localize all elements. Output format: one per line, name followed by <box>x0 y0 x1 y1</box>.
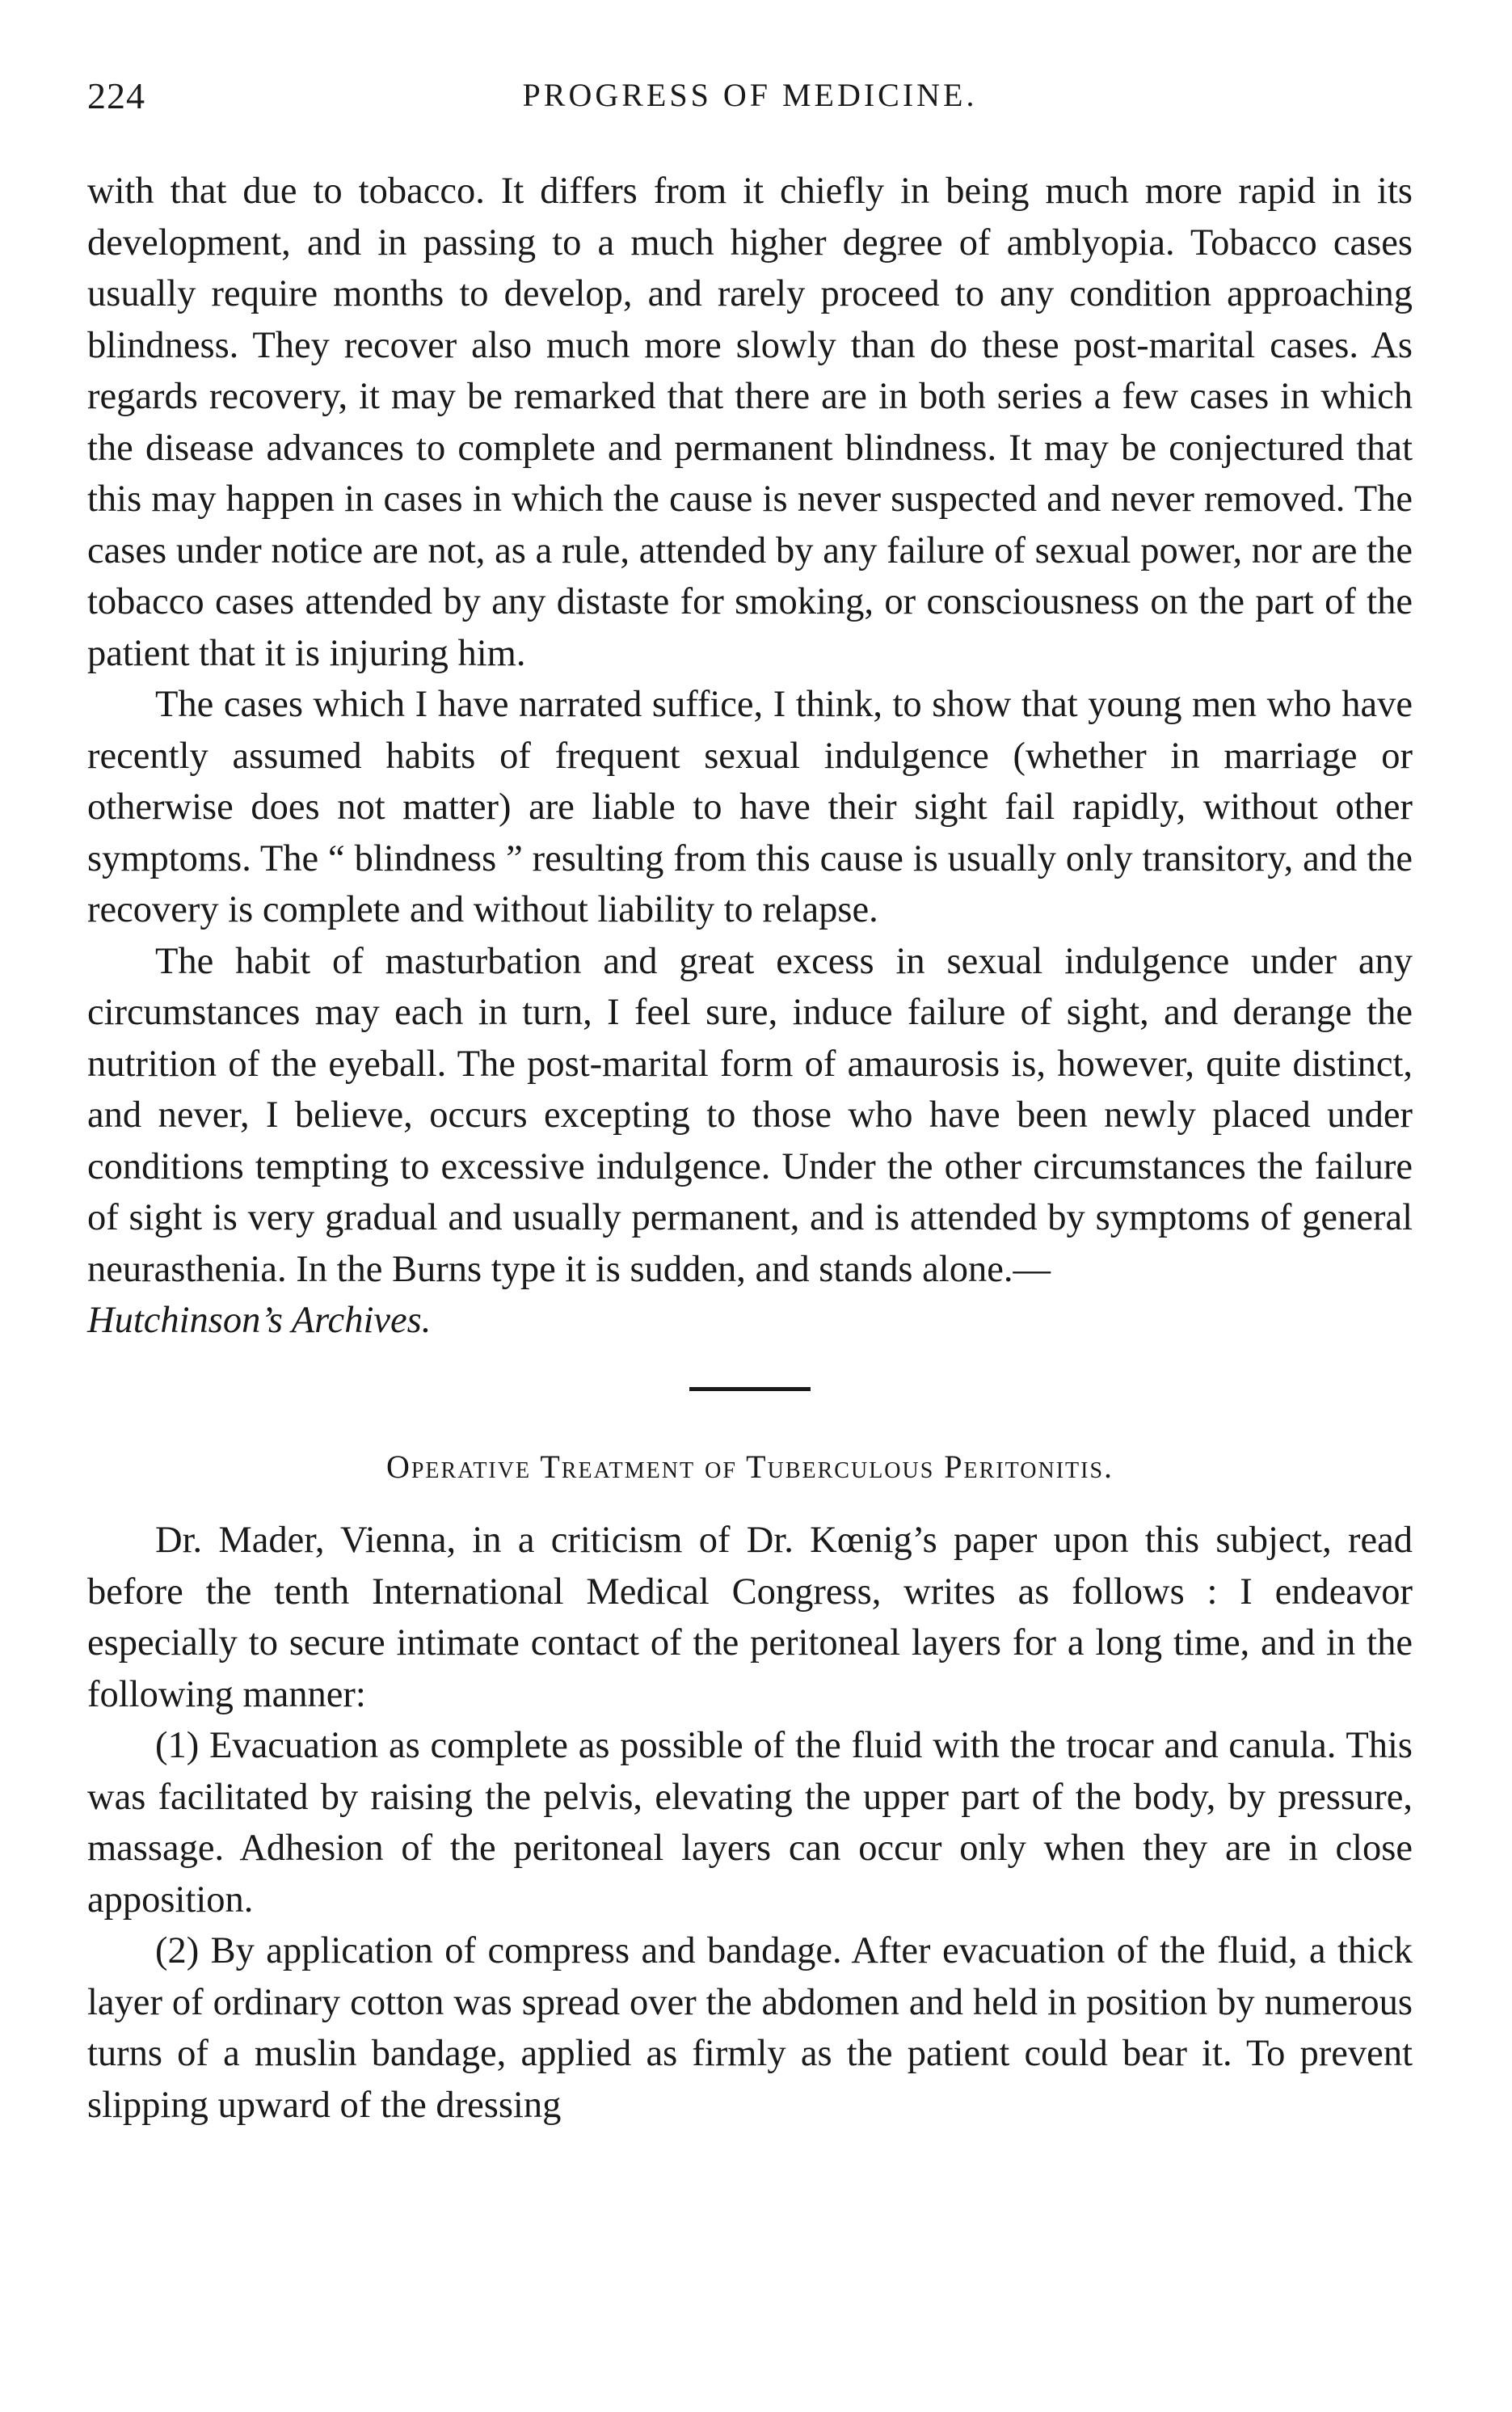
body-text <box>87 166 1413 2131</box>
running-title: PROGRESS OF MEDICINE. <box>522 77 978 113</box>
article2-paragraph-2: (1) Evacuation as complete as possible of the fluid with the trocar and canula. This was facilitated by raising the pelvis, elevating the upper part of the body, by pressure, massage. Adhesion of the peritoneal layers can occur only when they are in close apposition. <box>87 1725 1413 1921</box>
article2-paragraph-3: (2) By application of compress and bandage. After evacuation of the fluid, a thick layer of ordinary cotton was spread over the abdomen and held in position by numerous turns of a muslin bandage, applied as firmly as the patient could bear it. To prevent slipping upward of the dressing <box>87 1930 1413 2126</box>
article2-paragraph-1: Dr. Mader, Vienna, in a criticism of Dr. Kœnig’s paper upon this subject, read before the tenth International Medical Congress, writes as follows : I endeavor especially to secure intimate contact of the peritoneal layers for a long time, and in the following manner: <box>87 1520 1413 1715</box>
page-header <box>87 74 1413 123</box>
article1-citation: Hutchinson’s Archives. <box>87 1300 432 1341</box>
page-number: 224 <box>87 75 145 116</box>
article1-paragraph-1: with that due to tobacco. It differs from it chiefly in being much more rapid in its development, and in passing to a much higher degree of amblyopia. Tobacco cases usually require months to develop, and rarely proceed to any condition approaching blindness. They recover also much more slowly than do these post-marital cases. As regards recovery, it may be remarked that there are in both series a few cases in which the disease advances to complete and permanent blindness. It may be conjectured that this may happen in cases in which the cause is never suspected and never removed. The cases under notice are not, as a rule, attended by any failure of sexual power, nor are the tobacco cases attended by any distaste for smoking, or consciousness on the part of the patient that it is injuring him. <box>87 171 1413 674</box>
section-divider <box>689 1387 811 1391</box>
article2-title: Operative Treatment of Tuberculous Peritonitis. <box>385 1448 1114 1485</box>
article1-paragraph-2: The cases which I have narrated suffice, I think, to show that young men who have recently assumed habits of frequent sexual indulgence (whether in marriage or otherwise does not matter) are liable to have their sight fail rapidly, without other symptoms. The “ blindness ” resulting from this cause is usually only transitory, and the recovery is complete and without liability to relapse. <box>87 684 1413 930</box>
article1-paragraph-3: The habit of masturbation and great excess in sexual indulgence under any circumstances may each in turn, I feel sure, induce failure of sight, and derange the nutrition of the eyeball. The post-marital form of amaurosis is, however, quite distinct, and never, I believe, occurs excepting to those who have been newly placed under conditions tempting to excessive indulgence. Under the other circumstances the failure of sight is very gradual and usually permanent, and is attended by symptoms of general neurasthenia. In the Burns type it is sudden, and stands alone.— <box>87 940 1413 1290</box>
